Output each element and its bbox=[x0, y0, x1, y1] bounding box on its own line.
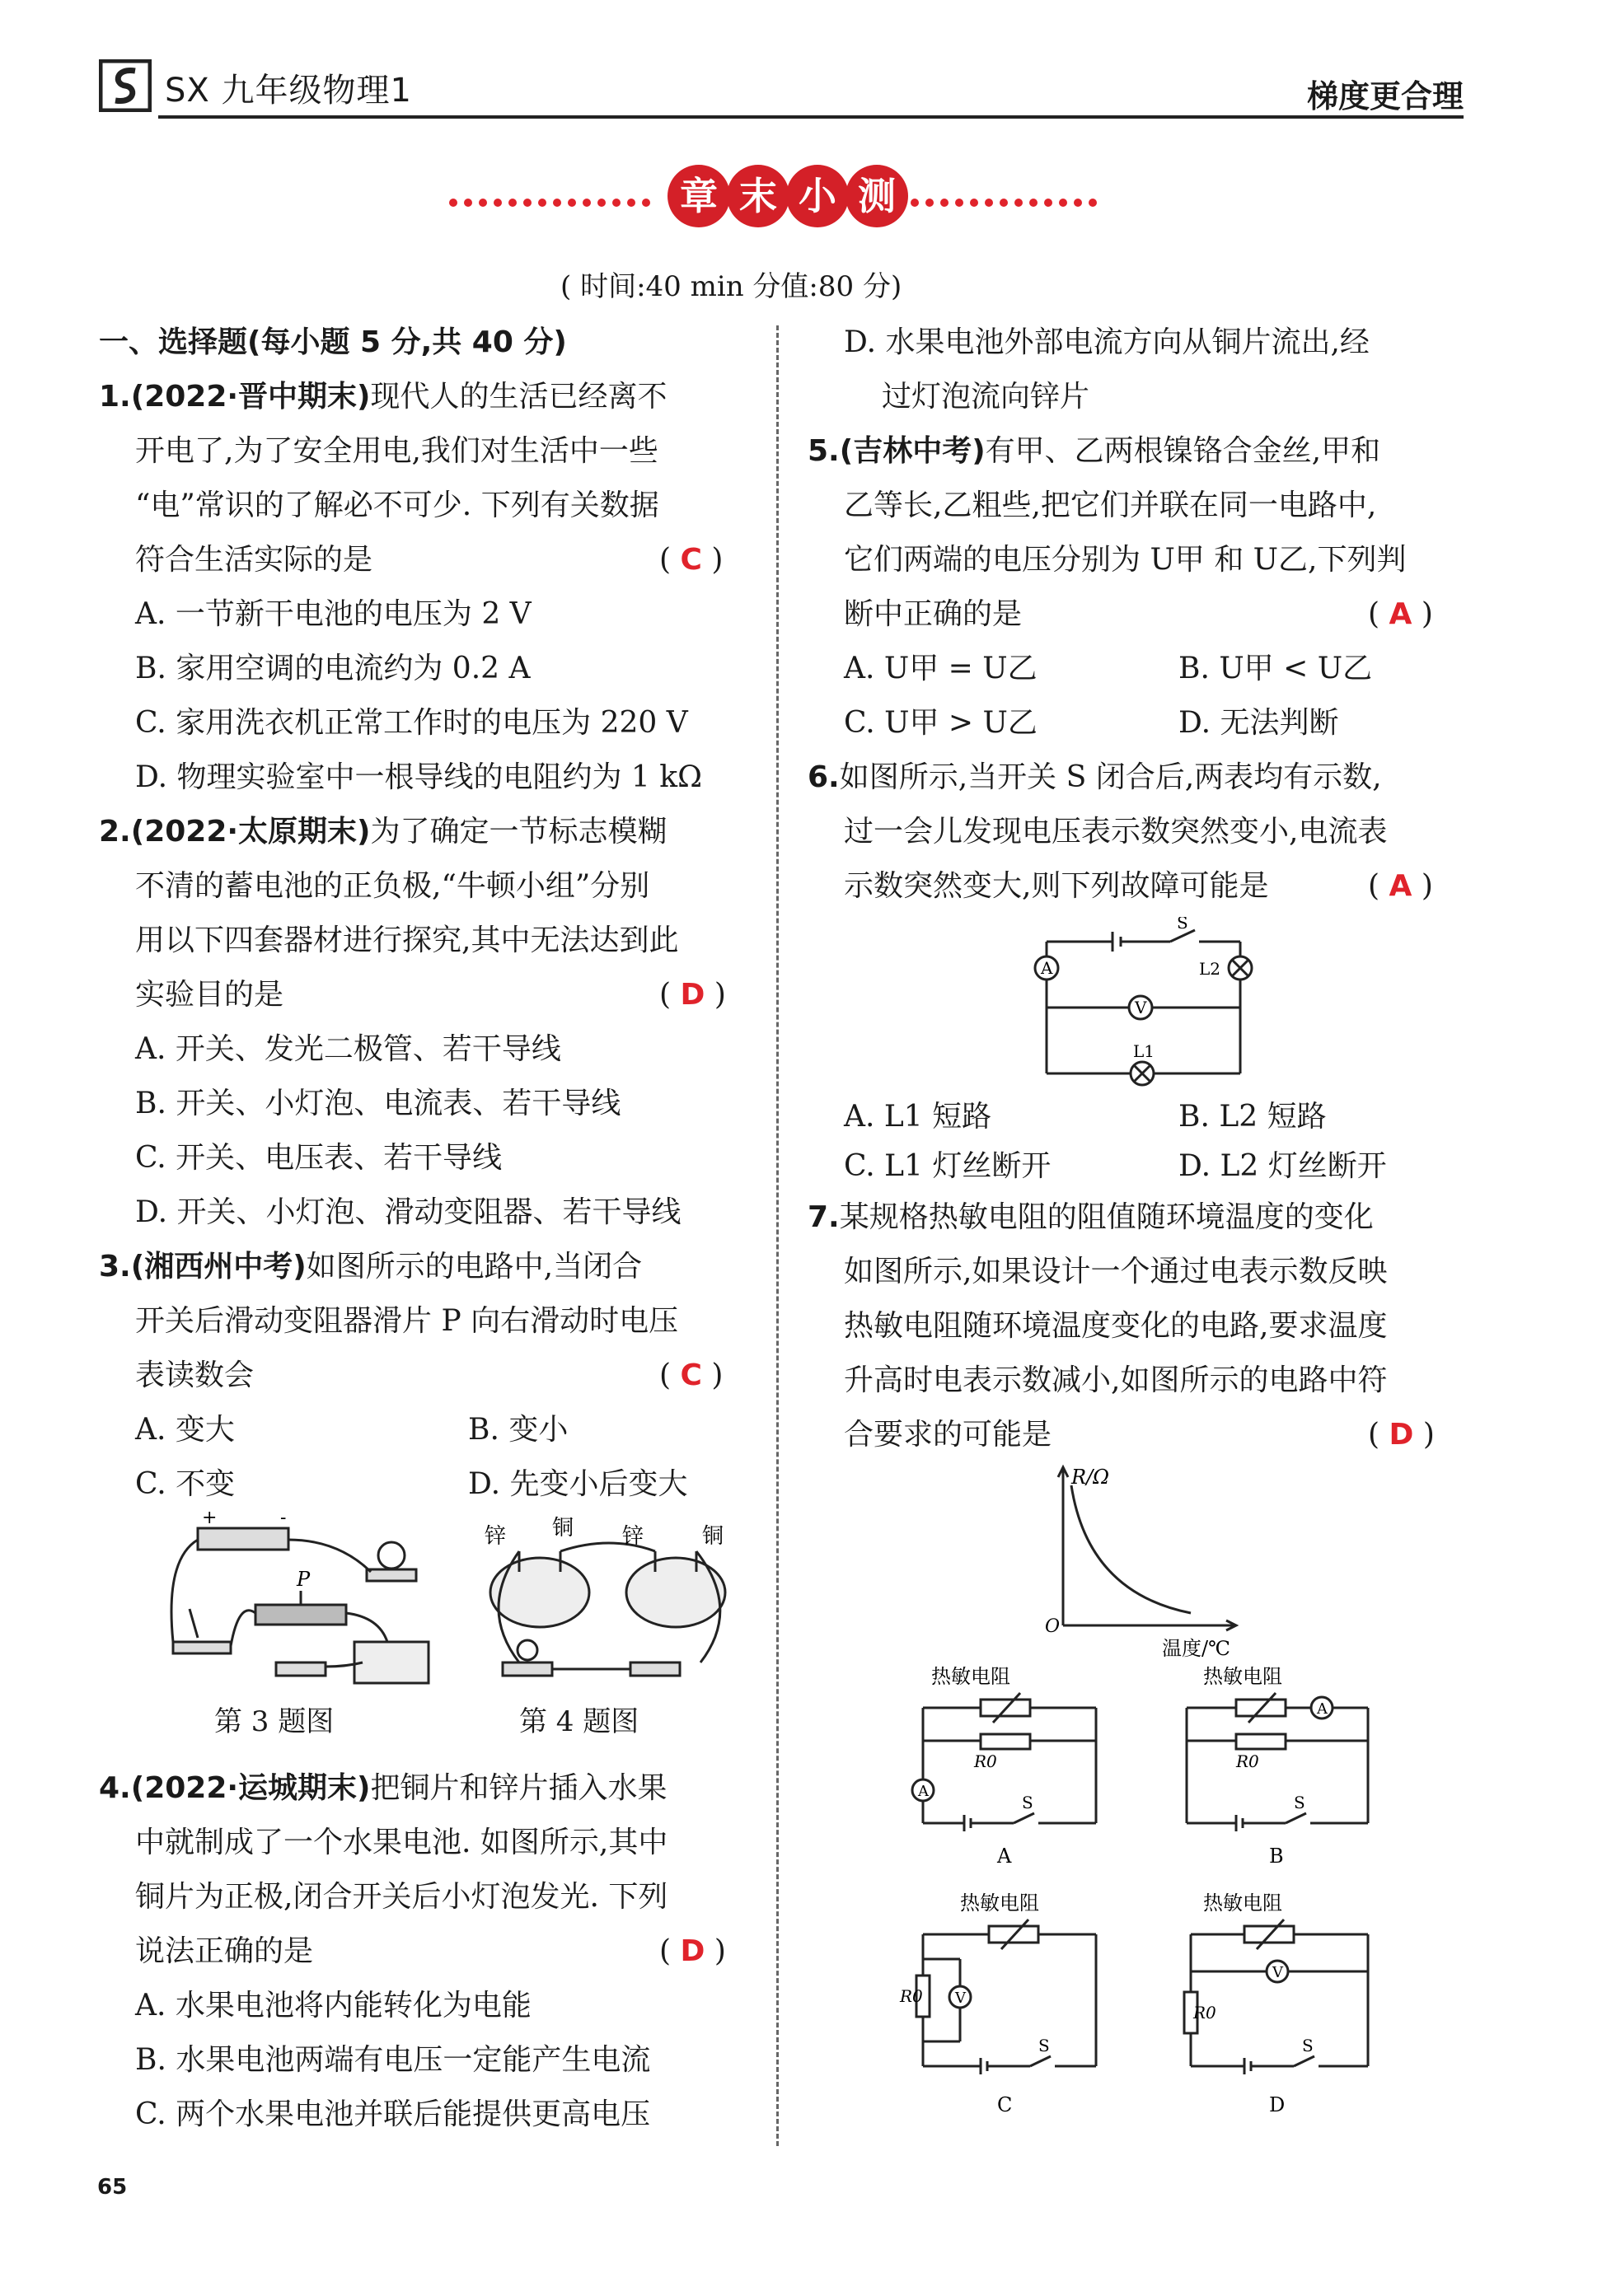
question-number: 6. bbox=[808, 760, 840, 794]
option: B. 变小 bbox=[468, 1413, 569, 1447]
minus-label: - bbox=[280, 1510, 287, 1528]
question-text: 开电了,为了安全用电,我们对生活中一些 bbox=[135, 434, 658, 468]
question-4-line bbox=[99, 1761, 668, 1816]
answer-bracket: ( D ) bbox=[659, 1934, 726, 1968]
question-number: 3. bbox=[99, 1250, 131, 1284]
question-text: 合要求的可能是 bbox=[844, 1418, 1052, 1452]
question-source: (湘西州中考) bbox=[130, 1250, 307, 1284]
copper-label: 铜 bbox=[702, 1524, 724, 1549]
figure-3-caption: 第 3 题图 bbox=[214, 1705, 335, 1738]
question-text: 某规格热敏电阻的阻值随环境温度的变化 bbox=[839, 1200, 1374, 1234]
question-source: (2022·运城期末) bbox=[130, 1771, 371, 1805]
banner-dots-left bbox=[449, 194, 657, 204]
question-text: 如图所示,当开关 S 闭合后,两表均有示数, bbox=[839, 760, 1382, 794]
question-text: 说法正确的是 bbox=[135, 1934, 314, 1968]
option: D. 开关、小灯泡、滑动变阻器、若干导线 bbox=[135, 1195, 682, 1229]
question-text: 它们两端的电压分别为 U甲 和 U乙,下列判 bbox=[844, 543, 1407, 577]
question-text: 如图所示,如果设计一个通过电表示数反映 bbox=[844, 1255, 1388, 1288]
question-text: 热敏电阻随环境温度变化的电路,要求温度 bbox=[844, 1309, 1388, 1343]
option: D. 无法判断 bbox=[1178, 706, 1339, 740]
question-source: (2022·太原期末) bbox=[130, 815, 371, 849]
meter-label: A bbox=[918, 1783, 929, 1800]
option: A. 开关、发光二极管、若干导线 bbox=[135, 1032, 561, 1066]
circuit-option-c bbox=[898, 1885, 1112, 2124]
option: D. L2 灯丝断开 bbox=[1178, 1149, 1387, 1183]
question-text: “电”常识的了解必不可少. 下列有关数据 bbox=[135, 489, 659, 522]
switch-label: S bbox=[1177, 917, 1188, 933]
question-text: 如图所示的电路中,当闭合 bbox=[306, 1250, 643, 1284]
option: C. L1 灯丝断开 bbox=[844, 1149, 1052, 1183]
banner-char: 小 bbox=[786, 165, 849, 227]
lamp-l1-label: L1 bbox=[1133, 1041, 1155, 1061]
answer-bracket: ( D ) bbox=[659, 978, 726, 1012]
question-text: 把铜片和锌片插入水果 bbox=[370, 1771, 668, 1805]
option: C. 家用洗衣机正常工作时的电压为 220 V bbox=[135, 706, 688, 740]
circuit-option-a bbox=[898, 1658, 1112, 1881]
question-number: 1. bbox=[99, 380, 131, 414]
circuit-option-b bbox=[1170, 1658, 1384, 1881]
option: B. L2 短路 bbox=[1178, 1100, 1327, 1134]
question-source: (2022·晋中期末) bbox=[130, 380, 371, 414]
option: A. 一节新干电池的电压为 2 V bbox=[135, 597, 532, 631]
x-axis-label: 温度/℃ bbox=[1162, 1637, 1230, 1658]
lamp-l2-label: L2 bbox=[1199, 959, 1221, 979]
zinc-label: 锌 bbox=[622, 1524, 644, 1549]
option: D. 水果电池外部电流方向从铜片流出,经 bbox=[844, 325, 1370, 359]
voltmeter-label: V bbox=[1135, 998, 1147, 1017]
question-text: 中就制成了一个水果电池. 如图所示,其中 bbox=[135, 1826, 668, 1859]
slider-label: P bbox=[297, 1568, 311, 1591]
zinc-label: 锌 bbox=[485, 1524, 507, 1549]
switch-label: S bbox=[1022, 1793, 1033, 1812]
option: 过灯泡流向锌片 bbox=[882, 380, 1090, 414]
banner-char: 测 bbox=[846, 165, 908, 227]
thermistor-label: 热敏电阻 bbox=[1203, 1892, 1282, 1915]
banner-char: 末 bbox=[727, 165, 789, 227]
question-5-line bbox=[808, 424, 1380, 479]
figure-3-circuit bbox=[148, 1510, 445, 1691]
question-text: 示数突然变大,则下列故障可能是 bbox=[844, 869, 1269, 903]
figure-4-fruit-battery bbox=[470, 1510, 750, 1691]
banner-dots-right bbox=[911, 194, 1103, 204]
meter-label: A bbox=[1317, 1700, 1328, 1718]
publisher-logo-icon bbox=[99, 59, 152, 112]
question-text: 有甲、乙两根镍铬合金丝,甲和 bbox=[985, 434, 1381, 468]
question-text: 开关后滑动变阻器滑片 P 向右滑动时电压 bbox=[135, 1304, 679, 1338]
answer-bracket: ( A ) bbox=[1368, 597, 1433, 631]
resistance-temperature-graph bbox=[1038, 1461, 1253, 1658]
y-axis-label: R/Ω bbox=[1071, 1466, 1110, 1489]
question-1-line bbox=[99, 370, 668, 424]
thermistor-label: 热敏电阻 bbox=[931, 1665, 1010, 1688]
copper-label: 铜 bbox=[552, 1516, 574, 1541]
question-text: 乙等长,乙粗些,把它们并联在同一电路中, bbox=[844, 489, 1377, 522]
option: A. U甲 = U乙 bbox=[844, 652, 1038, 685]
circuit-label: B bbox=[1269, 1845, 1284, 1868]
question-text: 不清的蓄电池的正负极,“牛顿小组”分别 bbox=[135, 869, 650, 903]
circuit-label: A bbox=[997, 1845, 1012, 1868]
thermistor-label: 热敏电阻 bbox=[1203, 1665, 1282, 1688]
answer: C bbox=[680, 1358, 702, 1392]
question-text: 为了确定一节标志模糊 bbox=[370, 815, 668, 849]
circuit-option-d bbox=[1170, 1885, 1384, 2124]
banner-title bbox=[668, 165, 915, 231]
question-number: 4. bbox=[99, 1771, 131, 1805]
option: A. 水果电池将内能转化为电能 bbox=[135, 1989, 532, 2022]
question-text: 过一会儿发现电压表示数突然变小,电流表 bbox=[844, 815, 1388, 849]
option: C. 开关、电压表、若干导线 bbox=[135, 1141, 503, 1175]
thermistor-label: 热敏电阻 bbox=[960, 1892, 1039, 1915]
question-text: 表读数会 bbox=[135, 1358, 255, 1392]
left-column bbox=[99, 316, 750, 2144]
header-rule bbox=[158, 115, 1464, 119]
section-heading: 一、选择题(每小题 5 分,共 40 分) bbox=[99, 325, 567, 359]
question-6-line bbox=[808, 751, 1382, 805]
answer: D bbox=[680, 978, 705, 1012]
time-and-score: ( 时间:40 min 分值:80 分) bbox=[560, 270, 902, 303]
meter-label: V bbox=[1272, 1964, 1283, 1981]
question-text: 用以下四套器材进行探究,其中无法达到此 bbox=[135, 924, 679, 957]
switch-label: S bbox=[1294, 1793, 1305, 1812]
answer-bracket: ( C ) bbox=[659, 543, 724, 577]
question-number: 7. bbox=[808, 1200, 840, 1234]
option: B. 家用空调的电流约为 0.2 A bbox=[135, 652, 531, 685]
ammeter-label: A bbox=[1041, 958, 1053, 978]
figure-6-circuit bbox=[1030, 917, 1261, 1090]
option: C. 不变 bbox=[135, 1467, 236, 1501]
page-header bbox=[99, 59, 1464, 117]
question-source: (吉林中考) bbox=[839, 434, 986, 468]
r0-label: R0 bbox=[1236, 1751, 1259, 1771]
option: B. U甲 < U乙 bbox=[1178, 652, 1373, 685]
question-number: 5. bbox=[808, 434, 840, 468]
answer-bracket: ( D ) bbox=[1368, 1418, 1435, 1452]
answer: D bbox=[1389, 1418, 1414, 1452]
chapter-quiz-banner bbox=[449, 165, 1117, 239]
meter-label: V bbox=[955, 1990, 966, 2007]
r0-label: R0 bbox=[1193, 2003, 1216, 2022]
origin-label: O bbox=[1045, 1616, 1061, 1637]
circuit-label: C bbox=[997, 2093, 1013, 2116]
answer: C bbox=[680, 543, 702, 577]
question-text: 符合生活实际的是 bbox=[135, 543, 373, 577]
question-2-line bbox=[99, 805, 668, 859]
option: A. 变大 bbox=[135, 1413, 235, 1447]
option: C. 两个水果电池并联后能提供更高电压 bbox=[135, 2097, 651, 2131]
switch-label: S bbox=[1302, 2036, 1314, 2055]
question-3-line bbox=[99, 1240, 642, 1294]
option: B. 开关、小灯泡、电流表、若干导线 bbox=[135, 1087, 621, 1120]
question-text: 现代人的生活已经离不 bbox=[370, 380, 668, 414]
question-number: 2. bbox=[99, 815, 131, 849]
question-text: 断中正确的是 bbox=[844, 597, 1023, 631]
answer: D bbox=[680, 1934, 705, 1968]
right-column bbox=[808, 316, 1467, 2144]
r0-label: R0 bbox=[900, 1986, 923, 2006]
question-text: 升高时电表示数减小,如图所示的电路中符 bbox=[844, 1363, 1388, 1397]
question-text: 实验目的是 bbox=[135, 978, 284, 1012]
answer: A bbox=[1389, 869, 1412, 903]
option: C. U甲 > U乙 bbox=[844, 706, 1038, 740]
switch-label: S bbox=[1038, 2036, 1050, 2055]
option: D. 物理实验室中一根导线的电阻约为 1 kΩ bbox=[135, 760, 702, 794]
series-slogan: 梯度更合理 bbox=[1306, 78, 1464, 115]
answer-bracket: ( C ) bbox=[659, 1358, 724, 1392]
option: D. 先变小后变大 bbox=[468, 1467, 688, 1501]
answer: A bbox=[1389, 597, 1412, 631]
figure-4-caption: 第 4 题图 bbox=[519, 1705, 639, 1738]
plus-label: + bbox=[202, 1510, 218, 1528]
book-title: SX 九年级物理1 bbox=[165, 72, 412, 110]
option: B. 水果电池两端有电压一定能产生电流 bbox=[135, 2043, 651, 2077]
answer-bracket: ( A ) bbox=[1368, 869, 1433, 903]
column-divider bbox=[776, 325, 779, 2146]
banner-char: 章 bbox=[668, 165, 730, 227]
question-text: 铜片为正极,闭合开关后小灯泡发光. 下列 bbox=[135, 1880, 668, 1914]
circuit-label: D bbox=[1269, 2093, 1286, 2116]
question-7-line bbox=[808, 1190, 1374, 1245]
r0-label: R0 bbox=[974, 1751, 997, 1771]
option: A. L1 短路 bbox=[844, 1100, 992, 1134]
page-number: 65 bbox=[97, 2175, 128, 2200]
